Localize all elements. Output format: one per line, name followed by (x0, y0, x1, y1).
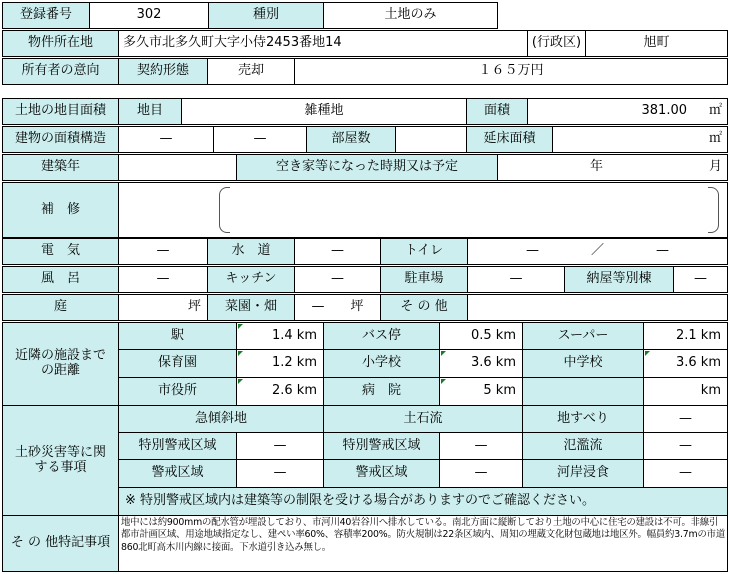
field-value: — 坪 (294, 294, 381, 321)
flood-value: — (643, 432, 728, 460)
nearby-unit: km (700, 383, 721, 399)
water-label: 水 道 (207, 238, 295, 265)
chimoku-label: 地目 (118, 98, 182, 125)
chimoku-value: 雑種地 (181, 98, 467, 125)
debris-flow-label: 土石流 (323, 405, 523, 433)
warning-zone-value-2: — (439, 459, 523, 488)
nearby-name: 保育園 (118, 349, 237, 378)
parking-value: — (467, 266, 565, 293)
other-remarks-text: 地中には約900mmの配水管が埋設しており、市河川40岩谷川へ排水している。南北方面に縦断しており土地の中心に住宅の建設は不可。非線引都市計画区域、用途地域指定なし、建ぺい率60%、容積率200%。防火規制は22条区域内、周知の埋蔵文化財包蔵地は地区外。幅員約3.7mの市道860北町高木川内線に接面。下水道引き込み無し。 (118, 515, 728, 572)
special-zone-value-2: — (439, 432, 523, 460)
bath-value: — (118, 266, 208, 293)
repair-bracket-left (219, 187, 230, 233)
address-value: 多久市北多久町大字小侍2453番地14 (118, 30, 528, 57)
type-value: 土地のみ (323, 2, 498, 29)
nearby-distance (643, 322, 728, 350)
vacant-period-label: 空き家等になった時期又は予定 (236, 154, 498, 181)
garden-label: 庭 (2, 294, 119, 321)
floor-area-value (552, 126, 728, 153)
nearby-name: 市役所 (118, 377, 237, 406)
area-value (527, 98, 728, 125)
special-zone-label-2: 特別警戒区域 (323, 432, 440, 460)
special-zone-label-1: 特別警戒区域 (118, 432, 237, 460)
nearby-distance (236, 322, 324, 350)
nearby-facilities-label: 近隣の施設までの距離 (2, 322, 119, 406)
reg-no-label: 登録番号 (2, 2, 90, 29)
nearby-distance (236, 349, 324, 378)
nearby-value: 3.6 (675, 355, 697, 371)
warning-zone-label-2: 警戒区域 (323, 459, 440, 488)
bath-label: 風 呂 (2, 266, 119, 293)
electricity-label: 電 気 (2, 238, 119, 265)
nearby-unit: km (495, 327, 516, 343)
area-label: 面積 (466, 98, 528, 125)
floor-area-unit: ㎡ (708, 131, 722, 147)
build-year-label: 建築年 (2, 154, 119, 181)
building-area-label: 建物の面積構造 (2, 126, 119, 153)
other-facility-label: そ の 他 (380, 294, 468, 321)
price-value: １６５万円 (294, 58, 728, 85)
disaster-label: 土砂災害等に関する事項 (2, 405, 119, 516)
toilet-value: — ／ — (467, 238, 728, 265)
rooms-value (395, 126, 467, 153)
contract-label: 契約形態 (118, 58, 208, 85)
warning-zone-value-1: — (236, 459, 324, 488)
nearby-unit: km (495, 355, 516, 371)
flood-label: 氾濫流 (522, 432, 644, 460)
nearby-unit: km (296, 383, 317, 399)
floor-area-label: 延床面積 (466, 126, 553, 153)
vacant-month-unit: 月 (708, 159, 722, 175)
district-label: (行政区) (527, 30, 586, 57)
build-year-value (118, 154, 237, 181)
address-label: 物件所在地 (2, 30, 119, 57)
garden-value: 坪 (118, 294, 208, 321)
disaster-notice: ※ 特別警戒区域内は建築等の制限を受ける場合がありますのでご確認ください。 (118, 487, 728, 516)
nearby-distance (439, 322, 523, 350)
nearby-unit: km (700, 355, 721, 371)
nearby-value: 1.4 (271, 327, 293, 343)
barn-value: — (673, 266, 728, 293)
nearby-name: 駅 (118, 322, 237, 350)
district-value: 旭町 (585, 30, 728, 57)
bank-erosion-value: — (643, 459, 728, 488)
nearby-distance (439, 377, 523, 406)
nearby-distance (643, 377, 728, 406)
landslide-label: 地すべり (522, 405, 644, 433)
field-label: 菜園・畑 (207, 294, 295, 321)
area-number: 381.00 (641, 103, 687, 119)
nearby-value: 5 (483, 383, 492, 399)
barn-label: 納屋等別棟 (564, 266, 674, 293)
repair-value (118, 182, 728, 238)
nearby-distance (236, 377, 324, 406)
nearby-value: 2.6 (271, 383, 293, 399)
nearby-unit: km (296, 355, 317, 371)
area-unit: ㎡ (708, 103, 722, 119)
contract-value: 売却 (207, 58, 295, 85)
nearby-value: 2.1 (675, 327, 697, 343)
vacant-year-unit: 年 (590, 159, 604, 175)
nearby-name: バス停 (323, 322, 440, 350)
nearby-name (522, 377, 644, 406)
repair-label: 補 修 (2, 182, 119, 238)
warning-zone-label-1: 警戒区域 (118, 459, 237, 488)
rooms-label: 部屋数 (306, 126, 396, 153)
nearby-unit: km (296, 327, 317, 343)
other-facility-value (467, 294, 728, 321)
other-remarks-label: そ の 他特記事項 (2, 515, 119, 572)
type-label: 種別 (208, 2, 324, 29)
bank-erosion-label: 河岸浸食 (522, 459, 644, 488)
special-zone-value-1: — (236, 432, 324, 460)
reg-no-value: 302 (89, 2, 209, 29)
nearby-name: 病 院 (323, 377, 440, 406)
nearby-name: スーパー (522, 322, 644, 350)
building-value-2: — (213, 126, 307, 153)
land-area-label: 土地の地目面積 (2, 98, 119, 125)
owner-intent-label: 所有者の意向 (2, 58, 119, 85)
parking-label: 駐車場 (380, 266, 468, 293)
nearby-unit: km (700, 327, 721, 343)
vacant-period-value (497, 154, 728, 181)
nearby-value: 3.6 (470, 355, 492, 371)
nearby-name: 中学校 (522, 349, 644, 378)
kitchen-label: キッチン (207, 266, 295, 293)
nearby-name: 小学校 (323, 349, 440, 378)
steep-slope-label: 急傾斜地 (118, 405, 324, 433)
building-value-1: — (118, 126, 214, 153)
kitchen-value: — (294, 266, 381, 293)
repair-bracket-right (708, 187, 719, 233)
nearby-value: 0.5 (470, 327, 492, 343)
water-value: — (294, 238, 381, 265)
toilet-label: トイレ (380, 238, 468, 265)
landslide-value: — (643, 405, 728, 433)
nearby-value: 1.2 (271, 355, 293, 371)
nearby-unit: km (495, 383, 516, 399)
nearby-distance (643, 349, 728, 378)
nearby-distance (439, 349, 523, 378)
electricity-value: — (118, 238, 208, 265)
